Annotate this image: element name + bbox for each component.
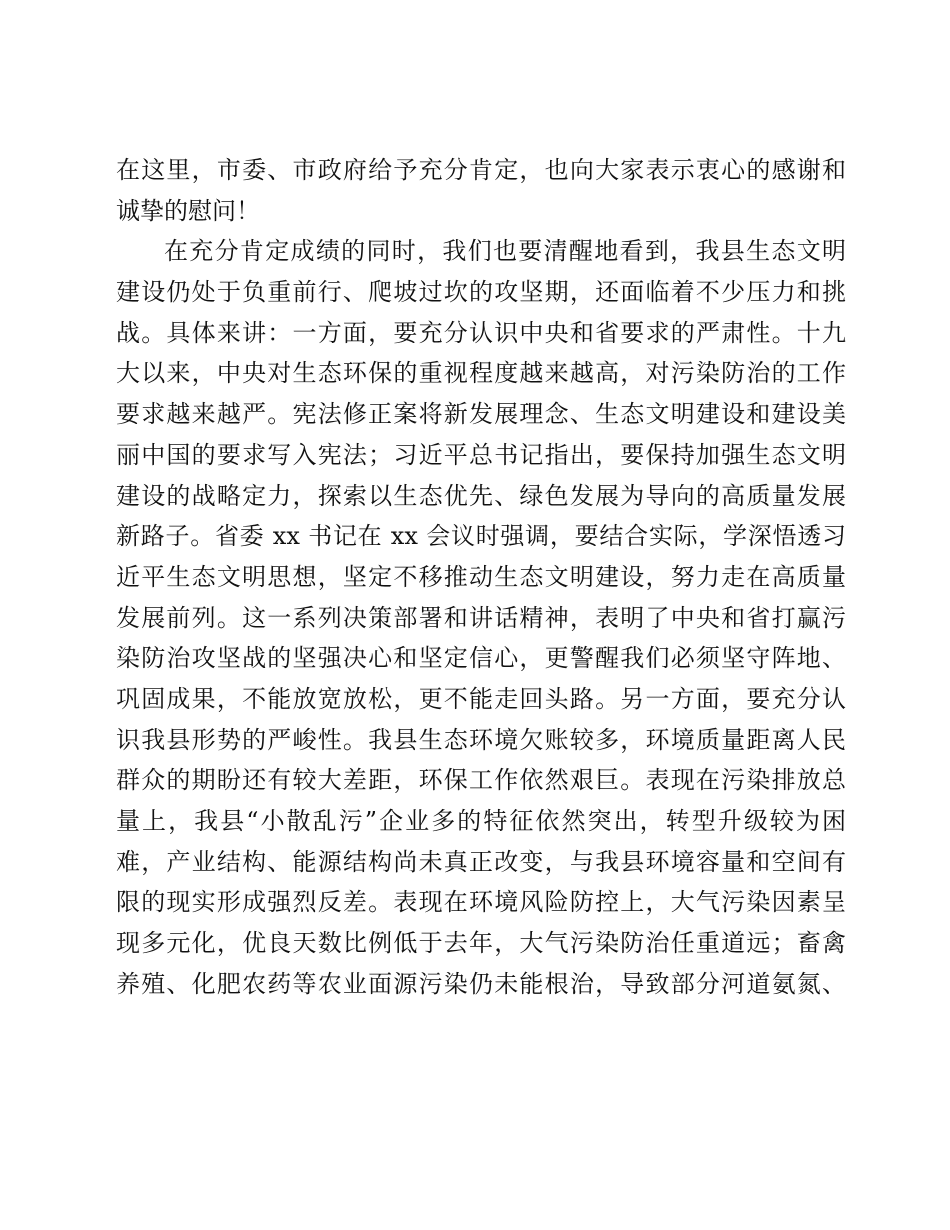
text-line: 战。具体来讲：一方面，要充分认识中央和省要求的严肃性。十九 [116,318,846,347]
text-line: 识我县形势的严峻性。我县生态环境欠账较多，环境质量距离人民 [116,725,846,754]
text-line: 近平生态文明思想，坚定不移推动生态文明建设，努力走在高质量 [116,562,846,591]
text-line: 群众的期盼还有较大差距，环保工作依然艰巨。表现在污染排放总 [116,766,846,795]
text-line: 染防治攻坚战的坚强决心和坚定信心，更警醒我们必须坚守阵地、 [116,644,846,673]
text-line: 建设的战略定力，探索以生态优先、绿色发展为导向的高质量发展 [116,481,846,510]
paragraph-2 [116,231,846,1004]
paragraph-1 [116,150,846,231]
text-line: 在这里，市委、市政府给予充分肯定，也向大家表示衷心的感谢和 [116,156,846,184]
text-line: 诚挚的慰问！ [116,196,260,225]
text-line: 现多元化，优良天数比例低于去年，大气污染防治任重道远；畜禽 [116,929,846,958]
text-line: 发展前列。这一系列决策部署和讲话精神，表明了中央和省打赢污 [116,603,846,632]
text-line: 建设仍处于负重前行、爬坡过坎的攻坚期，还面临着不少压力和挑 [116,278,846,307]
text-line: 丽中国的要求写入宪法；习近平总书记指出，要保持加强生态文明 [116,440,846,469]
text-line: 在充分肯定成绩的同时，我们也要清醒地看到，我县生态文明 [164,237,846,266]
text-line: 新路子。省委 xx 书记在 xx 会议时强调，要结合实际，学深悟透习 [116,522,846,551]
text-line: 难，产业结构、能源结构尚未真正改变，与我县环境容量和空间有 [116,847,846,876]
text-line: 巩固成果，不能放宽放松，更不能走回头路。另一方面，要充分认 [116,684,846,713]
text-line: 量上，我县“小散乱污”企业多的特征依然突出，转型升级较为困 [116,807,846,835]
text-line: 要求越来越严。宪法修正案将新发展理念、生态文明建设和建设美 [116,400,846,429]
text-line: 大以来，中央对生态环保的重视程度越来越高，对污染防治的工作 [116,359,846,388]
text-line: 养殖、化肥农药等农业面源污染仍未能根治，导致部分河道氨氮、 [116,969,846,998]
body-text [116,150,846,1004]
text-line: 限的现实形成强烈反差。表现在环境风险防控上，大气污染因素呈 [116,888,846,917]
